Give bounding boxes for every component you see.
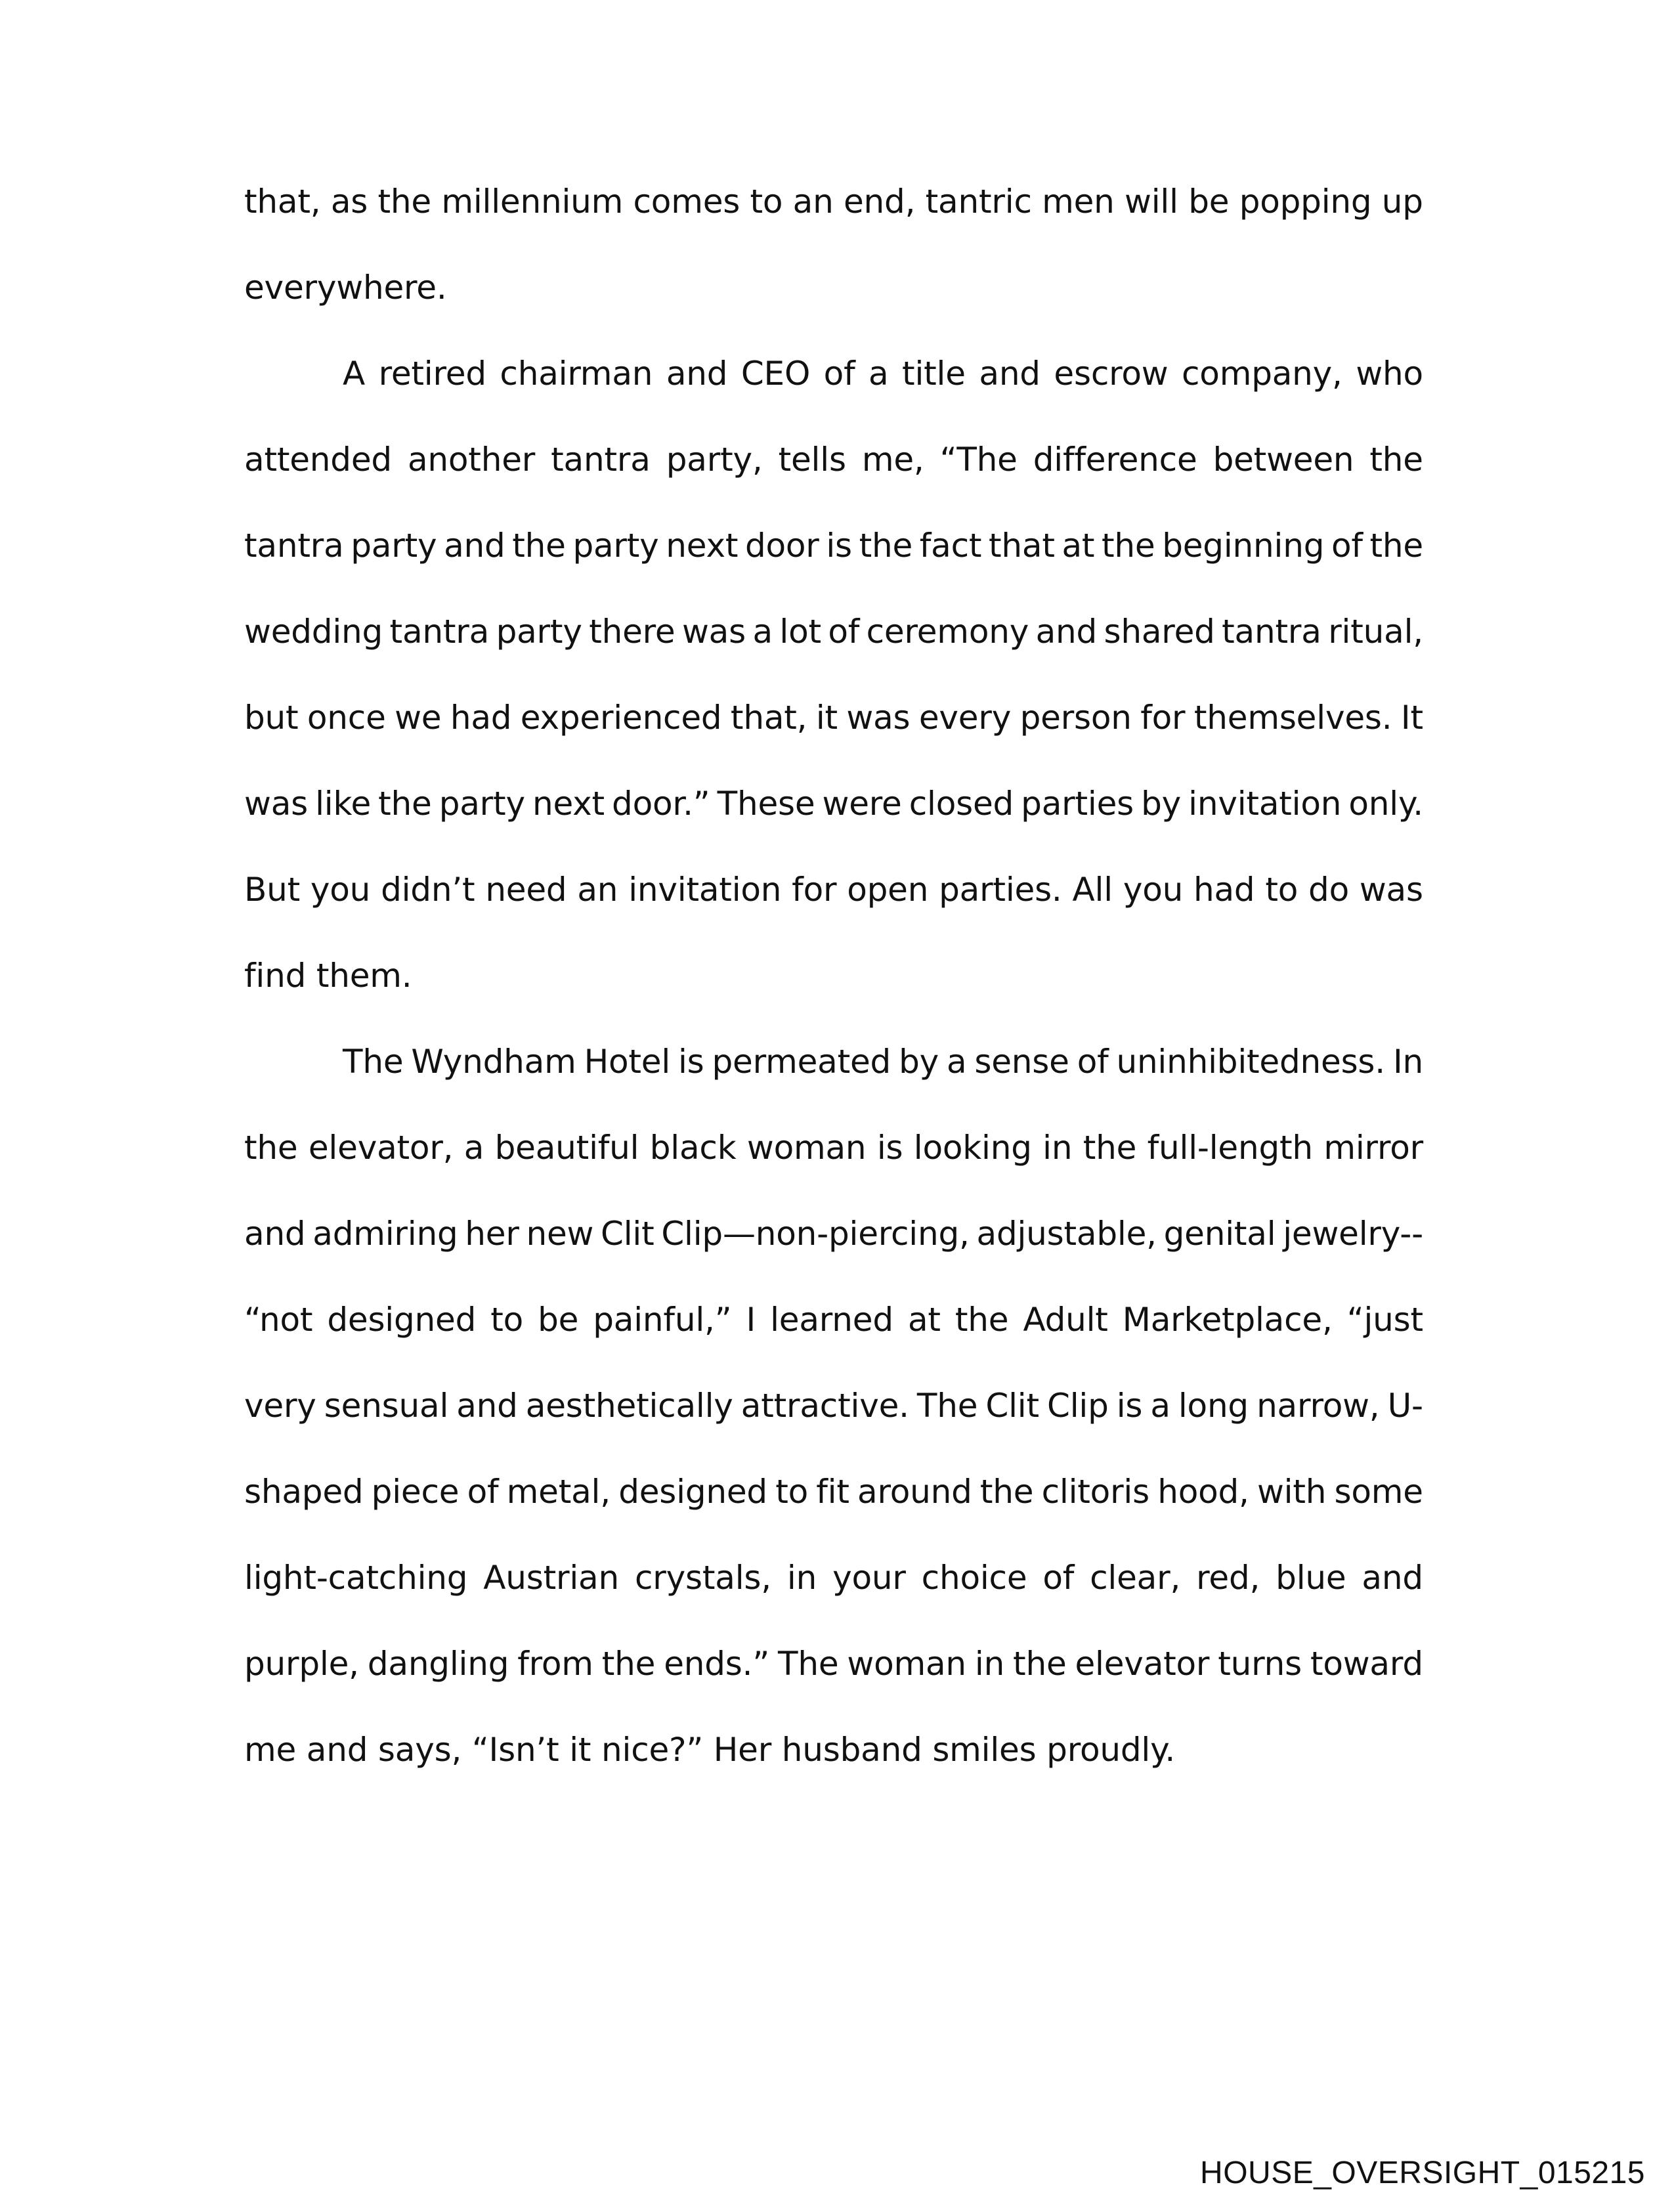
text-line bbox=[244, 602, 1423, 661]
word: and bbox=[1035, 613, 1098, 651]
word: do bbox=[1308, 871, 1349, 909]
word: is bbox=[826, 527, 852, 565]
word: comes bbox=[633, 183, 740, 221]
text-line bbox=[244, 1548, 1423, 1607]
word: an bbox=[792, 183, 834, 221]
word: Austrian bbox=[483, 1559, 619, 1597]
word: it bbox=[815, 699, 838, 737]
word: Clip bbox=[1046, 1387, 1109, 1425]
word: themselves. bbox=[1193, 699, 1392, 737]
bates-stamp: HOUSE_OVERSIGHT_015215 bbox=[1200, 2156, 1645, 2190]
word: beginning bbox=[1162, 527, 1325, 565]
word: clitoris bbox=[1041, 1473, 1149, 1511]
word: had bbox=[1193, 871, 1255, 909]
word: red, bbox=[1196, 1559, 1260, 1597]
text-line bbox=[244, 344, 1423, 403]
word: next bbox=[532, 785, 605, 823]
word: blue bbox=[1276, 1559, 1346, 1597]
word: door bbox=[744, 527, 819, 565]
word: the bbox=[1369, 441, 1423, 479]
word: from bbox=[517, 1645, 593, 1683]
text-line bbox=[244, 688, 1423, 747]
text-line bbox=[244, 430, 1423, 489]
word: new bbox=[526, 1215, 594, 1253]
word: party bbox=[572, 527, 659, 565]
word: fact bbox=[919, 527, 982, 565]
word: tantra bbox=[389, 613, 490, 651]
word: Clit bbox=[985, 1387, 1039, 1425]
word: next bbox=[666, 527, 739, 565]
word: another bbox=[407, 441, 536, 479]
word: that bbox=[989, 527, 1055, 565]
word: the bbox=[512, 527, 566, 565]
word: but bbox=[244, 699, 299, 737]
word: full-length bbox=[1147, 1129, 1313, 1167]
word: light-catching bbox=[244, 1559, 468, 1597]
word: millennium bbox=[441, 183, 624, 221]
word: of bbox=[1077, 1043, 1109, 1081]
word: the bbox=[1369, 527, 1423, 565]
word: is bbox=[677, 1043, 704, 1081]
word: attractive. bbox=[740, 1387, 909, 1425]
word: be bbox=[1188, 183, 1230, 221]
word: elevator bbox=[1075, 1645, 1210, 1683]
word: crystals, bbox=[634, 1559, 771, 1597]
word: were bbox=[822, 785, 902, 823]
word: metal, bbox=[506, 1473, 611, 1511]
word: experienced bbox=[520, 699, 722, 737]
text-line bbox=[244, 1634, 1423, 1693]
word: Adult bbox=[1023, 1301, 1108, 1339]
word: elevator, bbox=[308, 1129, 454, 1167]
word: and bbox=[1362, 1559, 1423, 1597]
word: The bbox=[343, 1043, 404, 1081]
word: we bbox=[395, 699, 442, 737]
word: her bbox=[465, 1215, 519, 1253]
word: some bbox=[1334, 1473, 1423, 1511]
word: of bbox=[1331, 527, 1363, 565]
word: men bbox=[1042, 183, 1115, 221]
text-line bbox=[244, 1032, 1423, 1091]
word: to bbox=[490, 1301, 523, 1339]
word: the bbox=[955, 1301, 1009, 1339]
word: that, bbox=[244, 183, 321, 221]
word: A bbox=[343, 355, 366, 393]
word: me, bbox=[861, 441, 924, 479]
word: party bbox=[496, 613, 582, 651]
word: “The bbox=[939, 441, 1018, 479]
word: black bbox=[649, 1129, 737, 1167]
word: by bbox=[899, 1043, 939, 1081]
word: in bbox=[786, 1559, 817, 1597]
word: invitation bbox=[1188, 785, 1342, 823]
word: the bbox=[244, 1129, 298, 1167]
word: need bbox=[485, 871, 567, 909]
word: around bbox=[857, 1473, 972, 1511]
text-line bbox=[244, 172, 1423, 231]
word: sensual bbox=[324, 1387, 449, 1425]
word: of bbox=[467, 1473, 499, 1511]
word: was bbox=[846, 699, 911, 737]
word: for bbox=[792, 871, 837, 909]
word: chairman bbox=[500, 355, 653, 393]
word: door.” bbox=[612, 785, 710, 823]
word: looking bbox=[913, 1129, 1032, 1167]
word: and bbox=[979, 355, 1041, 393]
word: Clip—non-piercing, bbox=[661, 1215, 970, 1253]
word: the bbox=[1013, 1645, 1067, 1683]
word: be bbox=[538, 1301, 579, 1339]
word: only. bbox=[1348, 785, 1423, 823]
word: didn’t bbox=[381, 871, 475, 909]
word: is bbox=[876, 1129, 903, 1167]
word: party, bbox=[666, 441, 763, 479]
text-line bbox=[244, 516, 1423, 575]
word: tells bbox=[778, 441, 846, 479]
word: that, bbox=[730, 699, 807, 737]
text-line bbox=[244, 860, 1423, 919]
word: popping bbox=[1239, 183, 1372, 221]
word: shaped bbox=[244, 1473, 364, 1511]
word: and bbox=[456, 1387, 518, 1425]
word: is bbox=[1116, 1387, 1143, 1425]
word: attended bbox=[244, 441, 392, 479]
text-line bbox=[244, 1462, 1423, 1521]
word: “just bbox=[1346, 1301, 1423, 1339]
word: at bbox=[907, 1301, 941, 1339]
word: with bbox=[1256, 1473, 1327, 1511]
word: open bbox=[847, 871, 929, 909]
word: woman bbox=[847, 1645, 966, 1683]
word: choice bbox=[921, 1559, 1027, 1597]
word: Wyndham bbox=[411, 1043, 576, 1081]
word: It bbox=[1400, 699, 1423, 737]
text-line bbox=[244, 1290, 1423, 1349]
word: you bbox=[310, 871, 371, 909]
word: a bbox=[1150, 1387, 1170, 1425]
word: I bbox=[746, 1301, 756, 1339]
word: Hotel bbox=[584, 1043, 671, 1081]
word: company, bbox=[1182, 355, 1342, 393]
word: parties. bbox=[939, 871, 1062, 909]
word: as bbox=[330, 183, 368, 221]
word: purple, bbox=[244, 1645, 359, 1683]
word: fit bbox=[816, 1473, 849, 1511]
word: toward bbox=[1310, 1645, 1423, 1683]
word: between bbox=[1213, 441, 1354, 479]
word: adjustable, bbox=[976, 1215, 1157, 1253]
word: But bbox=[244, 871, 300, 909]
word: tantra bbox=[551, 441, 651, 479]
word: the bbox=[377, 183, 431, 221]
word: an bbox=[577, 871, 618, 909]
text-line: me and says, “Isn’t it nice?” Her husband smiles proudly. bbox=[244, 1731, 1176, 1769]
word: there bbox=[589, 613, 676, 651]
word: the bbox=[1102, 527, 1155, 565]
word: will bbox=[1125, 183, 1178, 221]
word: and bbox=[666, 355, 728, 393]
word: aesthetically bbox=[525, 1387, 733, 1425]
word: sense bbox=[974, 1043, 1069, 1081]
word: who bbox=[1356, 355, 1423, 393]
word: in bbox=[1042, 1129, 1073, 1167]
word: like bbox=[315, 785, 372, 823]
word: mirror bbox=[1323, 1129, 1423, 1167]
word: person bbox=[1019, 699, 1132, 737]
word: the bbox=[378, 785, 432, 823]
word: woman bbox=[746, 1129, 867, 1167]
word: uninhibitedness. bbox=[1116, 1043, 1385, 1081]
word: escrow bbox=[1054, 355, 1169, 393]
word: In bbox=[1392, 1043, 1423, 1081]
word: The bbox=[916, 1387, 978, 1425]
word: had bbox=[450, 699, 512, 737]
word: in bbox=[974, 1645, 1005, 1683]
word: up bbox=[1381, 183, 1423, 221]
word: CEO bbox=[740, 355, 811, 393]
word: was bbox=[244, 785, 308, 823]
word: All bbox=[1072, 871, 1113, 909]
text-line bbox=[244, 774, 1423, 833]
text-line: everywhere. bbox=[244, 269, 447, 307]
word: wedding bbox=[244, 613, 383, 651]
word: learned bbox=[770, 1301, 893, 1339]
word: party bbox=[351, 527, 437, 565]
word: tantric bbox=[925, 183, 1032, 221]
word: your bbox=[832, 1559, 906, 1597]
word: painful,” bbox=[593, 1301, 732, 1339]
word: “not bbox=[244, 1301, 313, 1339]
word: beautiful bbox=[494, 1129, 639, 1167]
word: by bbox=[1141, 785, 1182, 823]
word: ends.” bbox=[664, 1645, 770, 1683]
word: ceremony bbox=[866, 613, 1029, 651]
word: very bbox=[244, 1387, 316, 1425]
word: Clit bbox=[601, 1215, 655, 1253]
word: closed bbox=[909, 785, 1014, 823]
word: designed bbox=[618, 1473, 767, 1511]
word: shared bbox=[1104, 613, 1215, 651]
word: once bbox=[307, 699, 386, 737]
word: the bbox=[859, 527, 913, 565]
word: U- bbox=[1387, 1387, 1423, 1425]
word: long bbox=[1178, 1387, 1249, 1425]
word: party bbox=[439, 785, 525, 823]
word: for bbox=[1140, 699, 1186, 737]
word: a bbox=[752, 613, 773, 651]
word: to bbox=[1265, 871, 1298, 909]
word: tantra bbox=[244, 527, 344, 565]
word: retired bbox=[378, 355, 486, 393]
word: narrow, bbox=[1256, 1387, 1380, 1425]
word: at bbox=[1062, 527, 1095, 565]
word: the bbox=[601, 1645, 656, 1683]
word: and bbox=[244, 1215, 306, 1253]
word: a bbox=[869, 355, 889, 393]
word: every bbox=[918, 699, 1012, 737]
word: title bbox=[902, 355, 966, 393]
word: jewelry-- bbox=[1283, 1215, 1423, 1253]
word: turns bbox=[1218, 1645, 1302, 1683]
word: piece bbox=[371, 1473, 460, 1511]
word: you bbox=[1123, 871, 1184, 909]
word: tantra bbox=[1222, 613, 1321, 651]
word: The bbox=[778, 1645, 839, 1683]
word: the bbox=[979, 1473, 1034, 1511]
word: was bbox=[681, 613, 746, 651]
word: parties bbox=[1021, 785, 1134, 823]
word: and bbox=[444, 527, 505, 565]
word: to bbox=[775, 1473, 809, 1511]
word: was bbox=[1359, 871, 1423, 909]
word: to bbox=[750, 183, 783, 221]
word: designed bbox=[327, 1301, 477, 1339]
text-line bbox=[244, 1118, 1423, 1177]
word: Marketplace, bbox=[1122, 1301, 1333, 1339]
word: permeated bbox=[712, 1043, 891, 1081]
word: dangling bbox=[367, 1645, 509, 1683]
word: end, bbox=[843, 183, 916, 221]
word: of bbox=[823, 355, 855, 393]
word: admiring bbox=[312, 1215, 458, 1253]
word: These bbox=[717, 785, 815, 823]
text-line bbox=[244, 1376, 1423, 1435]
word: ritual, bbox=[1328, 613, 1423, 651]
word: the bbox=[1083, 1129, 1137, 1167]
text-line bbox=[244, 1204, 1423, 1263]
word: genital bbox=[1163, 1215, 1276, 1253]
text-line: find them. bbox=[244, 957, 412, 995]
word: of bbox=[828, 613, 860, 651]
word: lot bbox=[779, 613, 821, 651]
word: a bbox=[946, 1043, 967, 1081]
word: hood, bbox=[1157, 1473, 1249, 1511]
word: difference bbox=[1033, 441, 1197, 479]
word: clear, bbox=[1090, 1559, 1181, 1597]
word: of bbox=[1042, 1559, 1075, 1597]
word: invitation bbox=[628, 871, 782, 909]
word: a bbox=[463, 1129, 484, 1167]
